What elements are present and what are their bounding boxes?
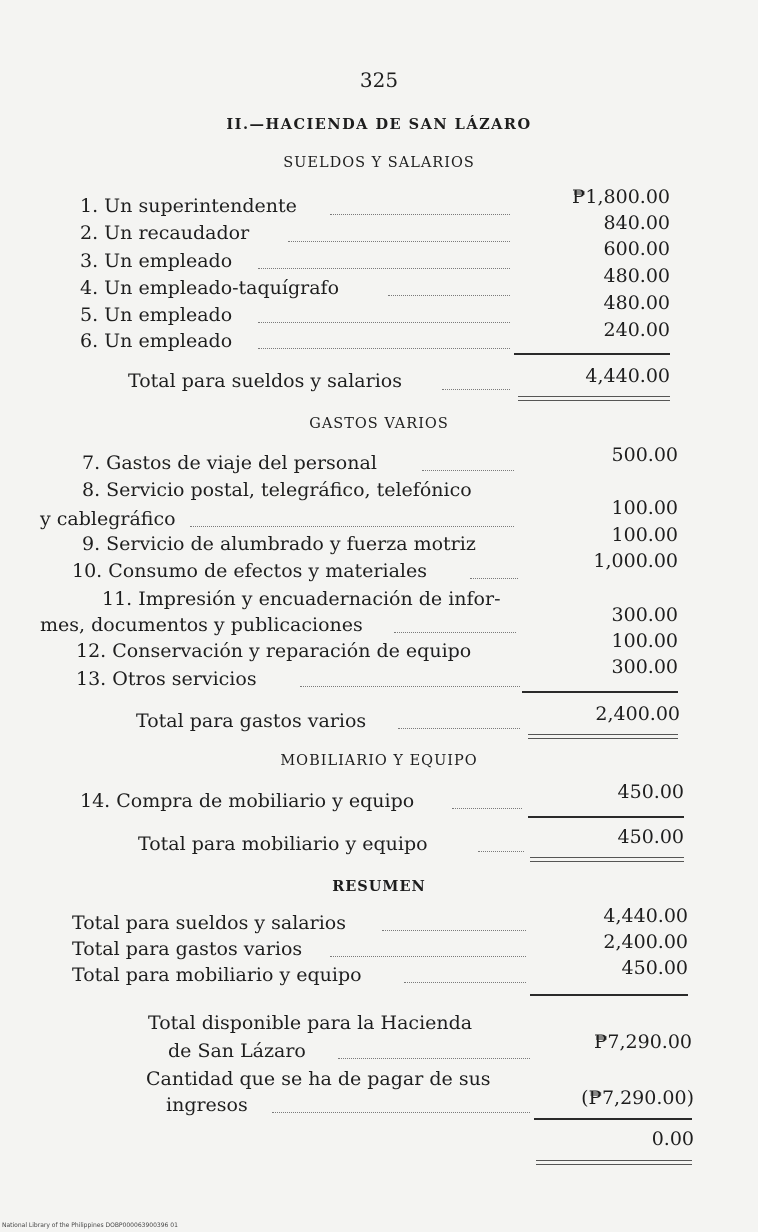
gasto-amount-10: 1,000.00 — [593, 550, 678, 572]
sueldo-amount-6: 240.00 — [603, 319, 670, 341]
sueldo-item-2: 2. Un recaudador — [80, 222, 250, 244]
page-number: 325 — [359, 68, 399, 92]
gasto-item-9: 9. Servicio de alumbrado y fuerza motriz — [82, 533, 476, 555]
final-amount: 0.00 — [651, 1128, 694, 1150]
sueldos-total-amount: 4,440.00 — [585, 365, 670, 387]
sueldo-item-1: 1. Un superintendente — [80, 195, 297, 217]
leader — [300, 686, 520, 687]
leader — [394, 632, 516, 633]
mobiliario-amount-14: 450.00 — [617, 781, 684, 803]
gasto-amount-11: 300.00 — [611, 604, 678, 626]
leader — [258, 268, 510, 269]
gasto-amount-12: 100.00 — [611, 630, 678, 652]
leader — [258, 322, 510, 323]
leader — [470, 578, 518, 579]
leader — [338, 1058, 530, 1059]
gasto-item-11-line2: mes, documentos y publicaciones — [40, 614, 363, 636]
total-double-rule — [518, 396, 670, 401]
disponible-amount: ₱7,290.00 — [593, 1031, 692, 1053]
sueldo-amount-1: ₱1,800.00 — [571, 186, 670, 208]
footer-text: National Library of the Philippines DOBP000063900396 01 — [2, 1222, 178, 1229]
gastos-total-amount: 2,400.00 — [595, 703, 680, 725]
leader — [330, 214, 510, 215]
disponible-label-line2: de San Lázaro — [168, 1040, 306, 1062]
leader — [442, 389, 510, 390]
resumen-amount-gastos: 2,400.00 — [603, 931, 688, 953]
leader — [382, 930, 526, 931]
gasto-amount-8: 100.00 — [611, 497, 678, 519]
gasto-amount-7: 500.00 — [611, 444, 678, 466]
leader — [330, 956, 526, 957]
sueldo-amount-5: 480.00 — [603, 292, 670, 314]
total-double-rule — [536, 1160, 692, 1165]
gasto-amount-9: 100.00 — [611, 524, 678, 546]
resumen-item-sueldos: Total para sueldos y salarios — [72, 912, 346, 934]
subtotal-rule — [530, 994, 688, 996]
section-title: II.—HACIENDA DE SAN LÁZARO — [226, 116, 532, 133]
leader — [478, 851, 524, 852]
gasto-item-13: 13. Otros servicios — [76, 668, 257, 690]
subtotal-rule — [528, 816, 684, 818]
leader — [398, 728, 520, 729]
gasto-item-12: 12. Conservación y reparación de equipo — [76, 640, 472, 662]
leader — [258, 348, 510, 349]
cantidad-label-line1: Cantidad que se ha de pagar de sus — [146, 1068, 491, 1090]
mobiliario-heading: MOBILIARIO Y EQUIPO — [280, 753, 478, 769]
gastos-heading: GASTOS VARIOS — [309, 416, 449, 432]
gasto-amount-13: 300.00 — [611, 656, 678, 678]
leader — [190, 526, 514, 527]
leader — [272, 1112, 530, 1113]
leader — [404, 982, 526, 983]
gastos-total-label: Total para gastos varios — [136, 710, 367, 732]
mobiliario-total-amount: 450.00 — [617, 826, 684, 848]
mobiliario-item-14: 14. Compra de mobiliario y equipo — [80, 790, 415, 812]
resumen-heading: RESUMEN — [332, 878, 426, 895]
sueldo-amount-3: 600.00 — [603, 238, 670, 260]
sueldo-item-5: 5. Un empleado — [80, 304, 233, 326]
sueldo-item-6: 6. Un empleado — [80, 330, 233, 352]
cantidad-amount: (₱7,290.00) — [581, 1087, 694, 1109]
sueldo-item-4: 4. Un empleado-taquígrafo — [80, 277, 340, 299]
subtotal-rule — [514, 353, 670, 355]
resumen-amount-sueldos: 4,440.00 — [603, 905, 688, 927]
sueldo-item-3: 3. Un empleado — [80, 250, 233, 272]
gasto-item-8-line2: y cablegráfico — [40, 508, 176, 530]
disponible-label-line1: Total disponible para la Hacienda — [148, 1012, 473, 1034]
resumen-item-gastos: Total para gastos varios — [72, 938, 303, 960]
subtotal-rule — [534, 1118, 692, 1120]
resumen-item-mobiliario: Total para mobiliario y equipo — [72, 964, 362, 986]
leader — [288, 241, 510, 242]
cantidad-label-line2: ingresos — [166, 1094, 248, 1116]
gasto-item-11-line1: 11. Impresión y encuadernación de infor- — [102, 588, 501, 610]
gasto-item-7: 7. Gastos de viaje del personal — [82, 452, 377, 474]
leader — [388, 295, 510, 296]
subtotal-rule — [522, 691, 678, 693]
total-double-rule — [528, 734, 678, 739]
sueldos-heading: SUELDOS Y SALARIOS — [283, 155, 475, 171]
resumen-amount-mobiliario: 450.00 — [621, 957, 688, 979]
total-double-rule — [530, 857, 684, 862]
sueldo-amount-4: 480.00 — [603, 265, 670, 287]
sueldos-total-label: Total para sueldos y salarios — [128, 370, 402, 392]
mobiliario-total-label: Total para mobiliario y equipo — [138, 833, 428, 855]
sueldo-amount-2: 840.00 — [603, 212, 670, 234]
gasto-item-10: 10. Consumo de efectos y materiales — [72, 560, 427, 582]
leader — [422, 470, 514, 471]
gasto-item-8-line1: 8. Servicio postal, telegráfico, telefónico — [82, 479, 472, 501]
leader — [452, 808, 522, 809]
